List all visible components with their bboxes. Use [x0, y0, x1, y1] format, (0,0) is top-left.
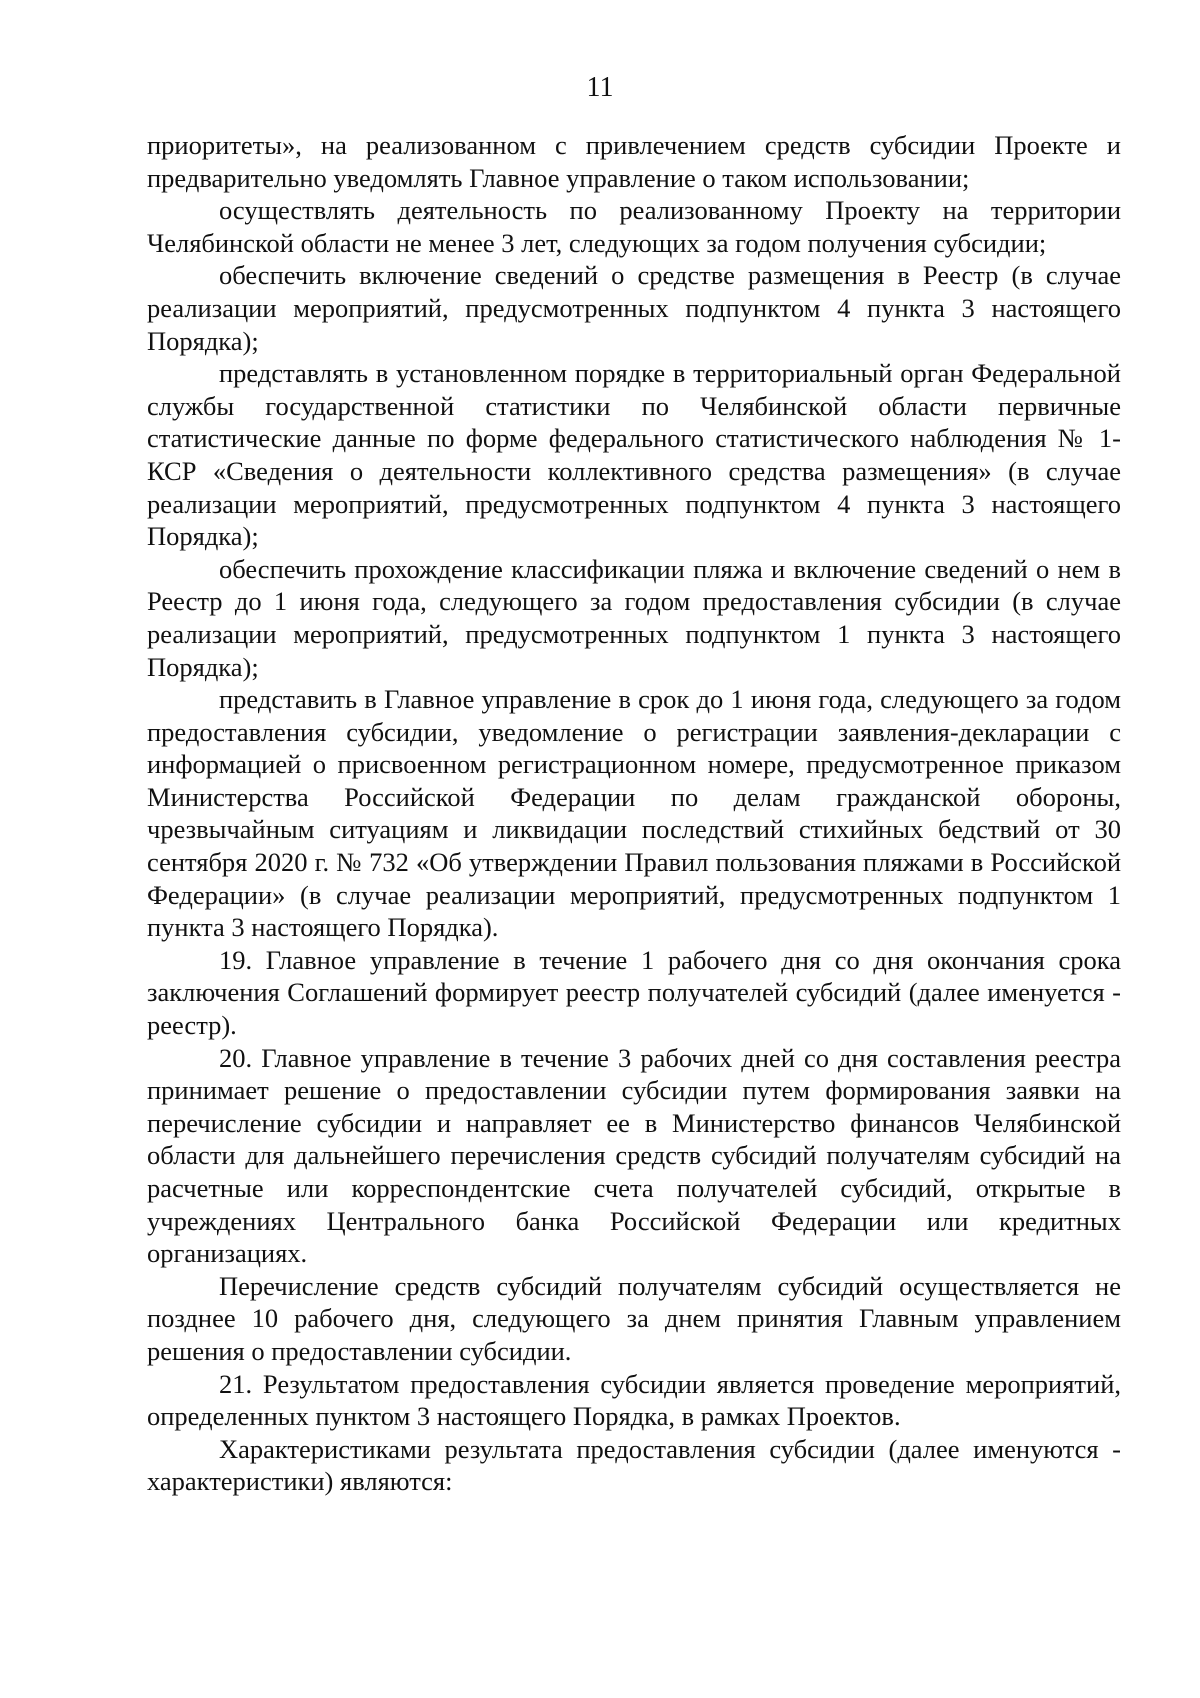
- document-body: [147, 129, 1121, 1498]
- paragraph: Перечисление средств субсидий получателям субсидий осуществляется не позднее 10 рабочего дня, следующего за днем принятия Главным управлением решения о предоставлении субсидии.: [147, 1270, 1121, 1366]
- paragraph: представить в Главное управление в срок до 1 июня года, следующего за годом предоставления субсидии, уведомление о регистрации заявления-декларации с информацией о присвоенном регистрационном номере, предусмотренное приказом Министерства Российской Федерации по делам гражданской обороны, чрезвычайным ситуациям и ликвидации последствий стихийных бедствий от 30 сентября 2020 г. № 732 «Об утверждении Правил пользования пляжами в Российской Федерации» (в случае реализации мероприятий, предусмотренных подпунктом 1 пункта 3 настоящего Порядка).: [147, 684, 1121, 943]
- paragraph-clause-21: 21. Результатом предоставления субсидии является проведение мероприятий, определенных пунктом 3 настоящего Порядка, в рамках Проектов.: [147, 1368, 1121, 1432]
- paragraph: осуществлять деятельность по реализованному Проекту на территории Челябинской области не менее 3 лет, следующих за годом получения субсидии;: [147, 195, 1121, 258]
- paragraph: обеспечить включение сведений о средстве размещения в Реестр (в случае реализации мероприятий, предусмотренных подпунктом 4 пункта 3 настоящего Порядка);: [147, 260, 1121, 356]
- paragraph: обеспечить прохождение классификации пляжа и включение сведений о нем в Реестр до 1 июня года, следующего за годом предоставления субсидии (в случае реализации мероприятий, предусмотренных подпунктом 1 пункта 3 настоящего Порядка);: [147, 553, 1121, 682]
- paragraph: Характеристиками результата предоставления субсидии (далее именуются - характеристики) являются:: [147, 1433, 1121, 1497]
- paragraph-clause-20: 20. Главное управление в течение 3 рабочих дней со дня составления реестра принимает решение о предоставлении субсидии путем формирования заявки на перечисление субсидии и направляет ее в Министерство финансов Челябинской области для дальнейшего перечисления средств субсидий получателям субсидий на расчетные или корреспондентские счета получателей субсидий, открытые в учреждениях Центрального банка Российской Федерации или кредитных организациях.: [147, 1042, 1121, 1269]
- paragraph: представлять в установленном порядке в территориальный орган Федеральной службы государственной статистики по Челябинской области первичные статистические данные по форме федерального статистического наблюдения № 1-КСР «Сведения о деятельности коллективного средства размещения» (в случае реализации мероприятий, предусмотренных подпунктом 4 пункта 3 настоящего Порядка);: [147, 358, 1121, 552]
- paragraph: приоритеты», на реализованном с привлечением средств субсидии Проекте и предварительно уведомлять Главное управление о таком использовании;: [147, 130, 1121, 193]
- page-number: 11: [586, 72, 614, 103]
- paragraph-clause-19: 19. Главное управление в течение 1 рабочего дня со дня окончания срока заключения Соглашений формирует реестр получателей субсидий (далее именуется - реестр).: [147, 944, 1121, 1041]
